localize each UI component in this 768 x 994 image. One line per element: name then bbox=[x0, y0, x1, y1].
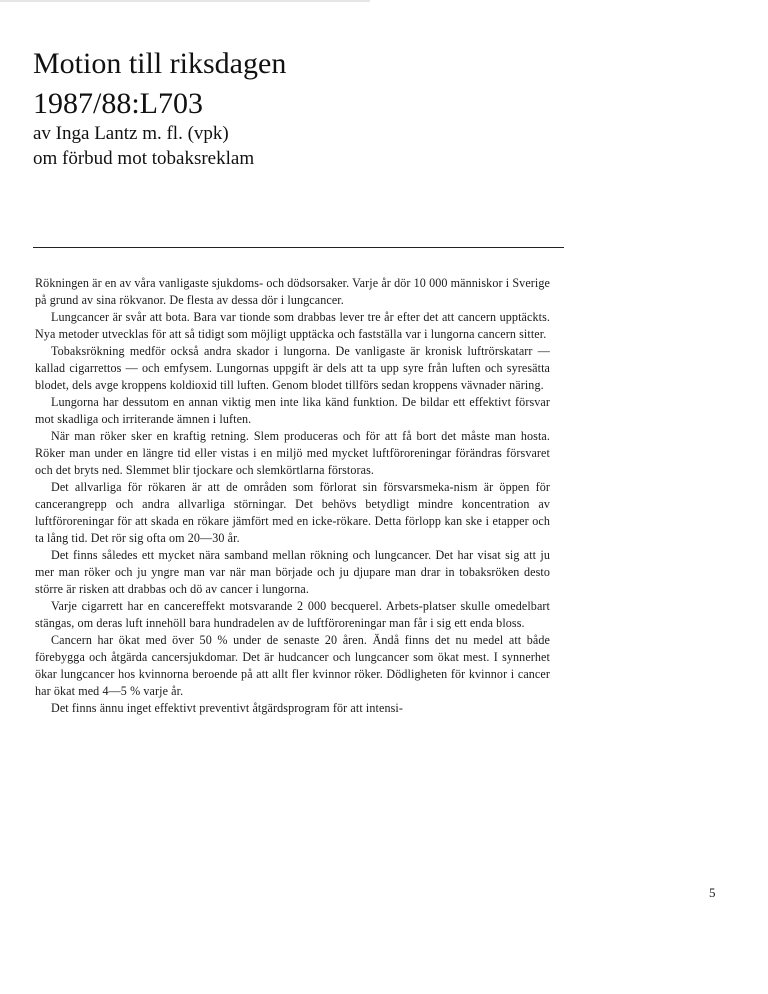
header-divider bbox=[33, 247, 564, 248]
top-edge-rule bbox=[0, 0, 370, 2]
document-subtitle bbox=[33, 121, 593, 171]
subtitle-topic: om förbud mot tobaksreklam bbox=[33, 148, 255, 169]
paragraph: Tobaksrökning medför också andra skador i lungorna. De vanligaste är kronisk luftrörskatarr — kallad cigarrettos — och emfysem. Lungornas uppgift är dels att ta upp syre från luften och syresätta blodet, dels avge kroppens koldioxid till luften. Genom blodet tillförs sedan kroppens vävnader näring. bbox=[35, 344, 550, 392]
paragraph: Det finns ännu inget effektivt preventivt åtgärdsprogram för att intensi- bbox=[51, 701, 403, 715]
subtitle-authors: av Inga Lantz m. fl. (vpk) bbox=[33, 123, 229, 144]
paragraph: Det finns således ett mycket nära samband mellan rökning och lungcancer. Det har visat sig att ju mer man röker och ju yngre man var när man började och ju djupare man drar in tobaksröken desto större är risken att drabbas och dö av cancer i lungorna. bbox=[35, 548, 550, 596]
paragraph: Rökningen är en av våra vanligaste sjukdoms- och dödsorsaker. Varje år dör 10 000 människor i Sverige på grund av sina rökvanor. De flesta av dessa dör i lungcancer. bbox=[35, 276, 550, 307]
paragraph: Cancern har ökat med över 50 % under de senaste 20 åren. Ändå finns det nu medel att både förebygga och åtgärda cancersjukdomar. Det är hudcancer och lungcancer som ökat mest. I synnerhet ökar lungcancer hos kvinnorna beroende på att allt fler kvinnor röker. Dödligheten för kvinnor i cancer har ökat med 4—5 % varje år. bbox=[35, 633, 550, 698]
paragraph: Varje cigarrett har en cancereffekt motsvarande 2 000 becquerel. Arbets-platser skulle omedelbart stängas, om deras luft innehöll bara hundradelen av de luftföroreningar man får i sig ett enda bloss. bbox=[35, 599, 550, 630]
title-line-2: 1987/88:L703 bbox=[33, 87, 203, 120]
paragraph: Det allvarliga för rökaren är att de områden som förlorat sin försvarsmeka-nism är öppen för cancerangrepp och andra allvarliga störningar. Det behövs betydligt mindre koncentration av luftföroreningar för att skada en rökare jämfört med en icke-rökare. Detta förlopp kan ske i etapper och ta lång tid. Det rör sig ofta om 20—30 år. bbox=[35, 480, 550, 545]
paragraph: När man röker sker en kraftig retning. Slem produceras och för att få bort det måste man hosta. Röker man under en längre tid eller vistas i en miljö med mycket luftföroreningar förändras försvaret och det bryts ned. Slemmet blir tjockare och slemkörtlarna förstoras. bbox=[35, 429, 550, 477]
title-line-1: Motion till riksdagen bbox=[33, 47, 287, 80]
body-text bbox=[35, 275, 550, 717]
paragraph: Lungorna har dessutom en annan viktig men inte lika känd funktion. De bildar ett effektivt försvar mot skadliga och irriterande ämnen i luften. bbox=[35, 395, 550, 426]
paragraph: Lungcancer är svår att bota. Bara var tionde som drabbas lever tre år efter det att cancern upptäckts. Nya metoder utvecklas för att så tidigt som möjligt upptäcka och fastställa var i lungorna cancern sitter. bbox=[35, 310, 550, 341]
document-title bbox=[33, 44, 593, 124]
page-number: 5 bbox=[709, 885, 716, 900]
